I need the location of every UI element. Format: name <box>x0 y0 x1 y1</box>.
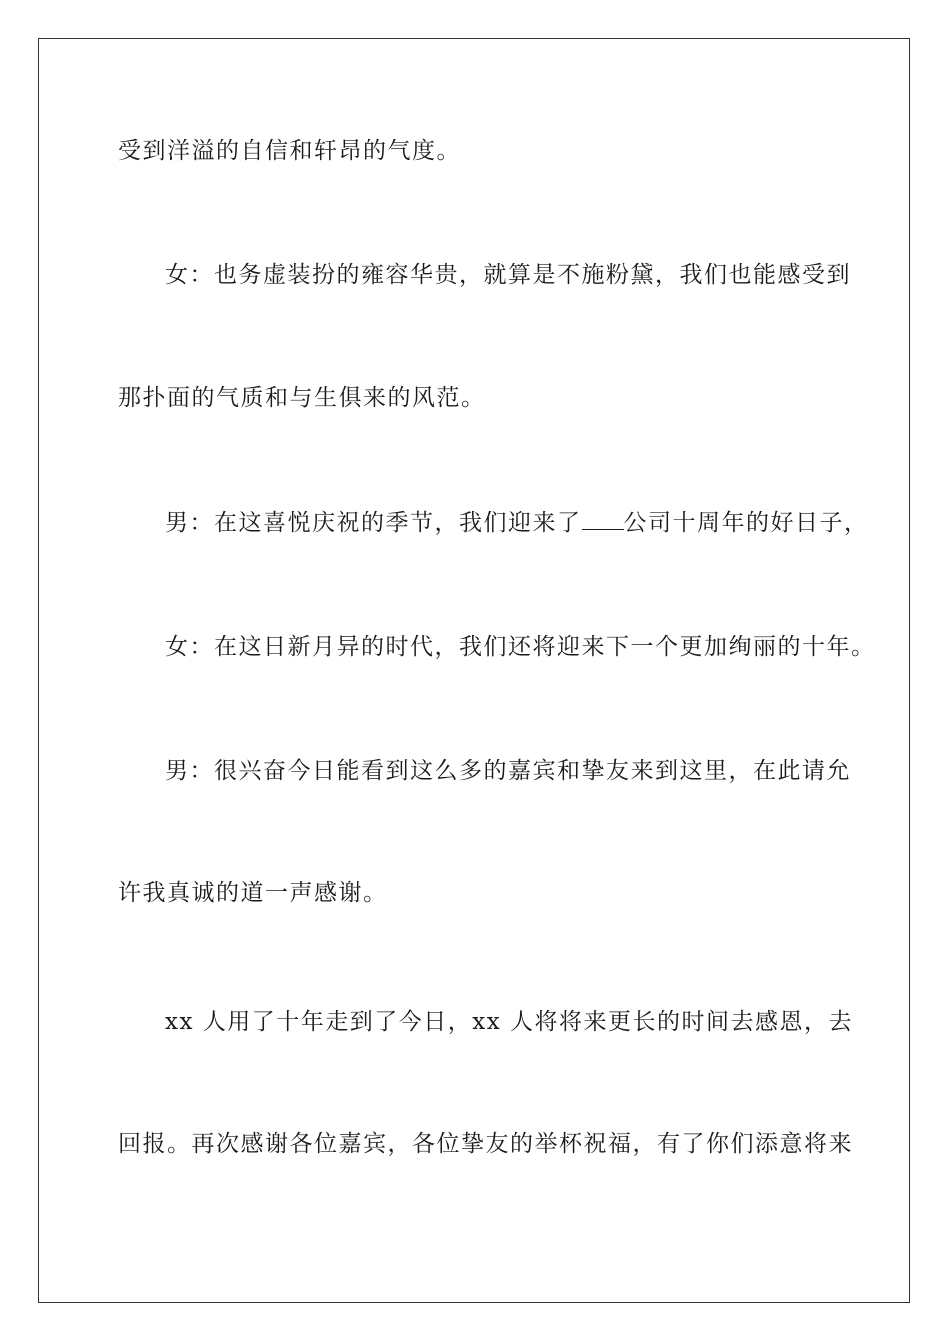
text-line-4-part-2: 公司十周年的好日子， <box>623 510 869 536</box>
page-frame <box>38 38 910 1303</box>
text-line-8: xx 人用了十年走到了今日，xx 人将将来更长的时间去感恩，去 <box>165 1009 854 1035</box>
text-line-6: 男：很兴奋今日能看到这么多的嘉宾和挚友来到这里，在此请允 <box>165 758 851 784</box>
fill-in-blank <box>582 511 624 530</box>
text-line-1: 受到洋溢的自信和轩昂的气度。 <box>118 138 461 164</box>
text-line-7: 许我真诚的道一声感谢。 <box>118 880 388 906</box>
text-line-4 <box>165 508 869 538</box>
text-line-5: 女：在这日新月异的时代，我们还将迎来下一个更加绚丽的十年。 <box>165 634 876 660</box>
text-line-3: 那扑面的气质和与生俱来的风范。 <box>118 385 486 411</box>
text-line-9: 回报。再次感谢各位嘉宾，各位挚友的举杯祝福，有了你们添意将来 <box>118 1131 853 1157</box>
text-line-4-part-1: 男：在这喜悦庆祝的季节，我们迎来了 <box>165 510 582 536</box>
text-line-2: 女：也务虚装扮的雍容华贵，就算是不施粉黛，我们也能感受到 <box>165 262 851 288</box>
